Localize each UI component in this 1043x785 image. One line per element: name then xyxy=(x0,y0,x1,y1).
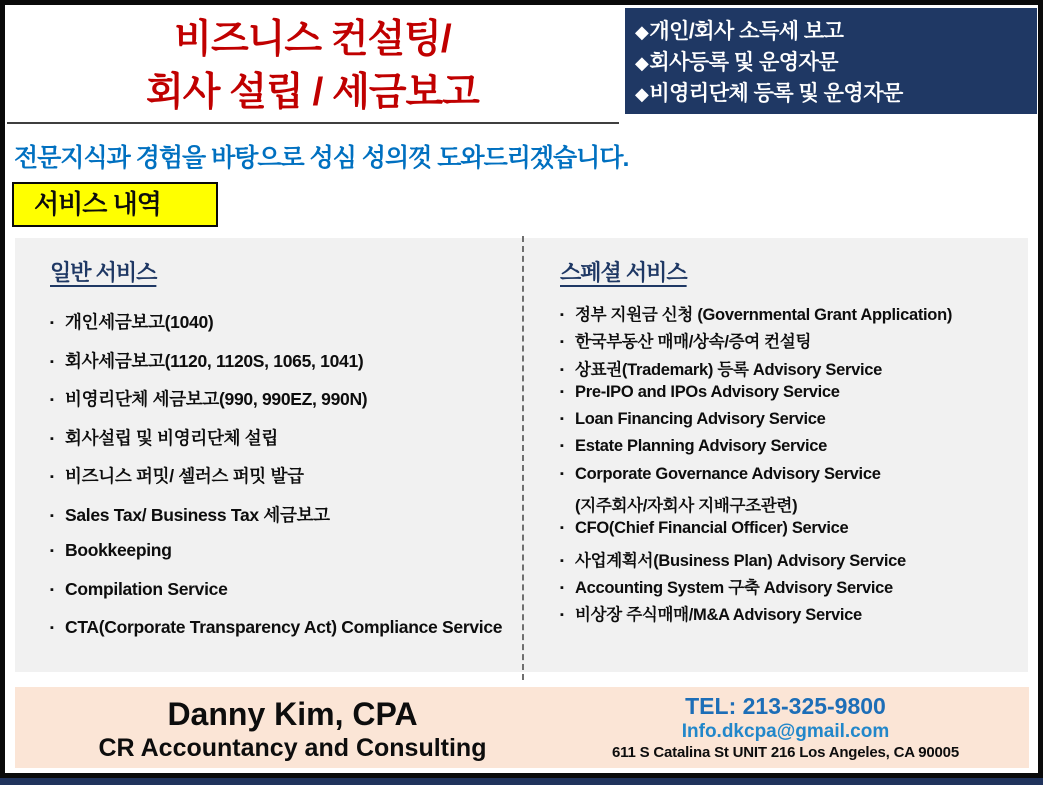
list-item-label: Accounting System 구축 Advisory Service xyxy=(575,578,893,597)
list-item-label: 정부 지원금 신청 (Governmental Grant Application) xyxy=(575,306,953,324)
highlight-item-label: 비영리단체 등록 및 운영자문 xyxy=(649,82,903,106)
services-badge: 서비스 내역 xyxy=(12,182,218,227)
list-item-label: 상표권(Trademark) 등록 Advisory Service xyxy=(575,360,883,379)
list-item-label: 회사설립 및 비영리단체 설립 xyxy=(65,427,278,448)
square-bullet-icon: ▪ xyxy=(50,394,54,406)
list-item-label: 비상장 주식매매/M&A Advisory Service xyxy=(575,606,862,625)
list-item-label: 비즈니스 퍼밋/ 셀러스 퍼밋 발급 xyxy=(65,466,304,486)
page-title-line2: 회사 설립 / 세금보고 xyxy=(146,71,479,114)
square-bullet-icon: ▪ xyxy=(50,355,54,368)
company-name: CR Accountancy and Consulting xyxy=(98,733,487,762)
tagline: 전문지식과 경험을 바탕으로 성심 성의껏 도와드리겠습니다. xyxy=(14,144,629,172)
general-services-list xyxy=(50,309,522,656)
square-bullet-icon: ▪ xyxy=(50,317,54,329)
square-bullet-icon: ▪ xyxy=(560,336,564,349)
list-item-group xyxy=(560,301,1028,328)
list-item xyxy=(560,328,1028,355)
list-item xyxy=(50,463,522,502)
list-item-label: Corporate Governance Advisory Service xyxy=(575,464,881,483)
list-item xyxy=(50,348,522,387)
page-title xyxy=(5,13,620,119)
general-services-heading: 일반 서비스 xyxy=(50,260,157,285)
list-item xyxy=(560,519,1028,546)
list-item-group xyxy=(560,383,1028,410)
square-bullet-icon: ▪ xyxy=(560,581,564,594)
general-services-column xyxy=(15,238,522,672)
services-panel xyxy=(15,238,1028,672)
square-bullet-icon: ▪ xyxy=(560,413,564,426)
list-item-label: CTA(Corporate Transparency Act) Compliance Service xyxy=(65,617,503,637)
list-item-group xyxy=(560,356,1028,383)
phone-number: TEL: 213-325-9800 xyxy=(685,693,886,719)
list-item xyxy=(560,465,1028,492)
square-bullet-icon: ▪ xyxy=(50,583,54,596)
highlight-item xyxy=(635,77,1027,107)
highlight-item xyxy=(635,15,1027,45)
list-item-group xyxy=(560,437,1028,464)
list-item-label: Loan Financing Advisory Service xyxy=(575,410,826,429)
list-item-label: 개인세금보고(1040) xyxy=(65,312,214,332)
list-item-label: Bookkeeping xyxy=(65,540,172,560)
person-name: Danny Kim, CPA xyxy=(167,695,418,732)
email-address: Info.dkcpa@gmail.com xyxy=(681,721,890,742)
list-item-group xyxy=(560,547,1028,574)
list-item xyxy=(560,437,1028,464)
list-item xyxy=(560,356,1028,383)
square-bullet-icon: ▪ xyxy=(50,622,54,634)
list-item xyxy=(50,617,522,656)
highlight-box xyxy=(625,8,1037,114)
diamond-bullet-icon: ◆ xyxy=(635,84,649,105)
list-item xyxy=(50,386,522,425)
list-item xyxy=(560,301,1028,328)
list-item-group xyxy=(560,465,1028,520)
square-bullet-icon: ▪ xyxy=(50,509,54,522)
list-item-label: CFO(Chief Financial Officer) Service xyxy=(575,519,849,538)
street-address: 611 S Catalina St UNIT 216 Los Angeles, CA 90005 xyxy=(612,744,959,761)
footer-contact xyxy=(570,693,1029,762)
list-item xyxy=(50,540,522,579)
highlight-item-label: 회사등록 및 운영자문 xyxy=(649,50,839,74)
list-item xyxy=(560,410,1028,437)
square-bullet-icon: ▪ xyxy=(560,440,564,453)
footer-identity xyxy=(15,693,570,763)
list-item-label: 한국부동산 매매/상속/증여 컨설팅 xyxy=(575,333,812,352)
special-services-heading: 스페셜 서비스 xyxy=(560,260,687,285)
list-item xyxy=(50,309,522,348)
title-underline-rule xyxy=(7,122,619,124)
list-item-label: Estate Planning Advisory Service xyxy=(575,437,828,456)
list-item-group xyxy=(560,574,1028,601)
square-bullet-icon: ▪ xyxy=(560,385,564,398)
list-item xyxy=(50,579,522,618)
list-item-label: Pre-IPO and IPOs Advisory Service xyxy=(575,382,840,401)
highlight-item xyxy=(635,46,1027,76)
list-item-label: Sales Tax/ Business Tax 세금보고 xyxy=(65,504,330,525)
special-services-column xyxy=(524,238,1028,672)
square-bullet-icon: ▪ xyxy=(560,363,564,376)
list-item-label: 사업계획서(Business Plan) Advisory Service xyxy=(575,551,906,570)
square-bullet-icon: ▪ xyxy=(560,309,564,321)
diamond-bullet-icon: ◆ xyxy=(635,52,649,73)
list-item-label: 비영리단체 세금보고(990, 990EZ, 990N) xyxy=(65,389,368,409)
list-item xyxy=(560,601,1028,628)
list-item-label: Compilation Service xyxy=(65,578,228,599)
list-item-label: 회사세금보고(1120, 1120S, 1065, 1041) xyxy=(65,350,364,371)
list-item-group xyxy=(560,328,1028,355)
square-bullet-icon: ▪ xyxy=(50,545,54,557)
special-services-list xyxy=(560,301,1028,629)
footer xyxy=(15,687,1029,768)
list-item xyxy=(560,547,1028,574)
list-item-group xyxy=(560,519,1028,546)
list-item-group xyxy=(560,601,1028,628)
list-item xyxy=(560,383,1028,410)
square-bullet-icon: ▪ xyxy=(560,467,564,480)
square-bullet-icon: ▪ xyxy=(560,522,564,535)
square-bullet-icon: ▪ xyxy=(560,609,564,622)
list-item xyxy=(50,502,522,541)
diamond-bullet-icon: ◆ xyxy=(635,21,649,42)
square-bullet-icon: ▪ xyxy=(560,554,564,567)
list-item xyxy=(560,574,1028,601)
square-bullet-icon: ▪ xyxy=(50,432,54,445)
list-item xyxy=(50,425,522,464)
square-bullet-icon: ▪ xyxy=(50,471,54,483)
list-item-subline: (지주회사/자회사 지배구조관련) xyxy=(575,497,798,516)
page-title-line1: 비즈니스 컨설팅/ xyxy=(174,18,451,61)
highlight-item-label: 개인/회사 소득세 보고 xyxy=(649,19,844,43)
list-item-group xyxy=(560,410,1028,437)
